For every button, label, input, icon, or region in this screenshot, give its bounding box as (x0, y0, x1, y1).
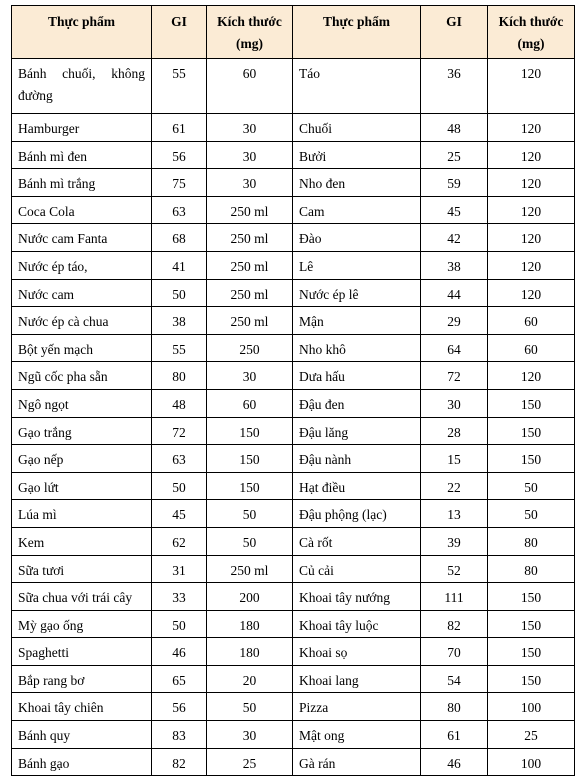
cell-food-right: Nho đen (293, 169, 421, 197)
cell-food-right: Đậu đen (293, 389, 421, 417)
header-gi-right: GI (421, 6, 488, 59)
table-row (12, 527, 575, 555)
cell-gi-right: 80 (421, 693, 488, 721)
cell-gi-right: 82 (421, 610, 488, 638)
cell-size-left: 250 ml (207, 279, 293, 307)
cell-gi-right: 45 (421, 196, 488, 224)
cell-size-left: 30 (207, 141, 293, 169)
cell-food-left: Gạo lứt (12, 472, 152, 500)
cell-size-left: 30 (207, 721, 293, 749)
cell-gi-right: 52 (421, 555, 488, 583)
cell-size-left: 250 ml (207, 251, 293, 279)
cell-size-right: 100 (488, 748, 575, 776)
cell-food-right: Cà rốt (293, 527, 421, 555)
cell-size-right: 50 (488, 500, 575, 528)
cell-gi-left: 33 (152, 583, 207, 611)
cell-food-left: Hamburger (12, 114, 152, 142)
cell-gi-right: 29 (421, 307, 488, 335)
cell-gi-right: 28 (421, 417, 488, 445)
cell-gi-right: 42 (421, 224, 488, 252)
cell-size-left: 250 ml (207, 196, 293, 224)
cell-food-left: Spaghetti (12, 638, 152, 666)
cell-size-right: 120 (488, 141, 575, 169)
cell-food-right: Đậu phộng (lạc) (293, 500, 421, 528)
cell-gi-left: 65 (152, 665, 207, 693)
header-size-right: Kích thước (mg) (488, 6, 575, 59)
cell-gi-right: 13 (421, 500, 488, 528)
cell-food-right: Khoai lang (293, 665, 421, 693)
table-row (12, 141, 575, 169)
table-row (12, 334, 575, 362)
table-row (12, 445, 575, 473)
cell-size-left: 200 (207, 583, 293, 611)
cell-size-left: 250 ml (207, 555, 293, 583)
cell-food-right: Đào (293, 224, 421, 252)
table-row (12, 362, 575, 390)
cell-gi-left: 38 (152, 307, 207, 335)
cell-size-left: 60 (207, 389, 293, 417)
cell-size-right: 120 (488, 279, 575, 307)
cell-food-left: Ngũ cốc pha sẵn (12, 362, 152, 390)
table-row (12, 721, 575, 749)
cell-size-right: 120 (488, 224, 575, 252)
cell-gi-left: 31 (152, 555, 207, 583)
cell-food-left: Gạo nếp (12, 445, 152, 473)
cell-size-right: 120 (488, 251, 575, 279)
cell-gi-left: 50 (152, 472, 207, 500)
cell-size-left: 150 (207, 417, 293, 445)
cell-food-right: Củ cải (293, 555, 421, 583)
cell-size-left: 50 (207, 500, 293, 528)
cell-food-left: Sữa tươi (12, 555, 152, 583)
cell-food-right: Hạt điều (293, 472, 421, 500)
cell-gi-left: 45 (152, 500, 207, 528)
cell-size-right: 120 (488, 59, 575, 114)
cell-gi-right: 39 (421, 527, 488, 555)
cell-size-right: 120 (488, 169, 575, 197)
cell-food-right: Đậu lăng (293, 417, 421, 445)
cell-gi-left: 50 (152, 279, 207, 307)
cell-gi-right: 25 (421, 141, 488, 169)
cell-size-left: 30 (207, 362, 293, 390)
cell-size-left: 30 (207, 114, 293, 142)
cell-gi-right: 64 (421, 334, 488, 362)
cell-size-right: 80 (488, 555, 575, 583)
cell-food-left: Nước ép táo, (12, 251, 152, 279)
cell-size-right: 60 (488, 334, 575, 362)
cell-size-left: 50 (207, 527, 293, 555)
cell-gi-right: 38 (421, 251, 488, 279)
header-size-left: Kích thước (mg) (207, 6, 293, 59)
cell-gi-left: 75 (152, 169, 207, 197)
cell-gi-right: 111 (421, 583, 488, 611)
cell-gi-right: 72 (421, 362, 488, 390)
header-row (12, 6, 575, 59)
cell-size-right: 150 (488, 665, 575, 693)
cell-gi-right: 22 (421, 472, 488, 500)
cell-gi-left: 80 (152, 362, 207, 390)
cell-size-left: 250 ml (207, 224, 293, 252)
cell-gi-right: 15 (421, 445, 488, 473)
cell-food-left: Bánh mì trắng (12, 169, 152, 197)
cell-size-right: 150 (488, 389, 575, 417)
cell-gi-left: 68 (152, 224, 207, 252)
cell-size-right: 80 (488, 527, 575, 555)
table-row (12, 665, 575, 693)
cell-gi-right: 30 (421, 389, 488, 417)
table-row (12, 555, 575, 583)
table-body (12, 59, 575, 776)
table-row (12, 693, 575, 721)
header-food-right: Thực phẩm (293, 6, 421, 59)
cell-food-right: Nho khô (293, 334, 421, 362)
table-row (12, 500, 575, 528)
cell-food-right: Đậu nành (293, 445, 421, 473)
cell-size-left: 180 (207, 638, 293, 666)
cell-gi-left: 61 (152, 114, 207, 142)
table-row (12, 169, 575, 197)
cell-size-left: 150 (207, 472, 293, 500)
header-food-left: Thực phẩm (12, 6, 152, 59)
cell-gi-left: 55 (152, 334, 207, 362)
cell-size-left: 150 (207, 445, 293, 473)
cell-size-right: 150 (488, 583, 575, 611)
cell-food-left: Ngô ngọt (12, 389, 152, 417)
cell-size-left: 250 (207, 334, 293, 362)
header-gi-left: GI (152, 6, 207, 59)
table-row (12, 472, 575, 500)
cell-food-left: Nước cam Fanta (12, 224, 152, 252)
cell-gi-right: 54 (421, 665, 488, 693)
cell-food-left: Bắp rang bơ (12, 665, 152, 693)
cell-gi-left: 63 (152, 445, 207, 473)
cell-food-right: Táo (293, 59, 421, 114)
cell-size-left: 25 (207, 748, 293, 776)
cell-size-right: 150 (488, 445, 575, 473)
cell-food-left: Coca Cola (12, 196, 152, 224)
cell-size-right: 120 (488, 114, 575, 142)
cell-food-left: Bánh chuối, không đường (12, 59, 152, 114)
cell-gi-left: 63 (152, 196, 207, 224)
cell-size-left: 250 ml (207, 307, 293, 335)
cell-gi-left: 72 (152, 417, 207, 445)
cell-size-right: 25 (488, 721, 575, 749)
table-row (12, 279, 575, 307)
cell-food-left: Bột yến mạch (12, 334, 152, 362)
cell-gi-left: 50 (152, 610, 207, 638)
cell-size-right: 100 (488, 693, 575, 721)
table-row (12, 748, 575, 776)
table-row (12, 307, 575, 335)
cell-gi-right: 48 (421, 114, 488, 142)
table-row (12, 251, 575, 279)
cell-gi-left: 56 (152, 141, 207, 169)
cell-food-left: Bánh quy (12, 721, 152, 749)
cell-food-left: Nước ép cà chua (12, 307, 152, 335)
cell-food-right: Khoai sọ (293, 638, 421, 666)
table-row (12, 610, 575, 638)
table-row (12, 114, 575, 142)
cell-gi-right: 70 (421, 638, 488, 666)
table-row (12, 196, 575, 224)
cell-size-left: 50 (207, 693, 293, 721)
cell-food-right: Lê (293, 251, 421, 279)
cell-size-right: 150 (488, 638, 575, 666)
table-row (12, 417, 575, 445)
cell-gi-left: 41 (152, 251, 207, 279)
cell-food-right: Gà rán (293, 748, 421, 776)
cell-food-left: Lúa mì (12, 500, 152, 528)
glycemic-index-table (11, 5, 575, 776)
cell-size-right: 60 (488, 307, 575, 335)
table-row (12, 59, 575, 114)
cell-food-right: Nước ép lê (293, 279, 421, 307)
gi-table-container (11, 5, 575, 776)
cell-food-left: Gạo trắng (12, 417, 152, 445)
cell-size-right: 150 (488, 610, 575, 638)
cell-food-right: Mật ong (293, 721, 421, 749)
cell-food-left: Kem (12, 527, 152, 555)
cell-food-right: Khoai tây nướng (293, 583, 421, 611)
cell-size-right: 120 (488, 362, 575, 390)
cell-gi-left: 56 (152, 693, 207, 721)
cell-gi-right: 44 (421, 279, 488, 307)
cell-food-left: Sữa chua với trái cây (12, 583, 152, 611)
cell-food-right: Chuối (293, 114, 421, 142)
cell-size-right: 150 (488, 417, 575, 445)
cell-size-right: 50 (488, 472, 575, 500)
cell-food-right: Cam (293, 196, 421, 224)
cell-size-left: 60 (207, 59, 293, 114)
table-row (12, 638, 575, 666)
cell-food-left: Khoai tây chiên (12, 693, 152, 721)
cell-size-left: 180 (207, 610, 293, 638)
cell-food-right: Dưa hấu (293, 362, 421, 390)
cell-gi-left: 83 (152, 721, 207, 749)
cell-gi-left: 55 (152, 59, 207, 114)
table-header (12, 6, 575, 59)
cell-food-right: Khoai tây luộc (293, 610, 421, 638)
cell-gi-left: 82 (152, 748, 207, 776)
cell-food-right: Bưởi (293, 141, 421, 169)
cell-food-left: Nước cam (12, 279, 152, 307)
table-row (12, 389, 575, 417)
cell-size-left: 20 (207, 665, 293, 693)
cell-food-right: Mận (293, 307, 421, 335)
cell-gi-right: 61 (421, 721, 488, 749)
cell-food-left: Bánh gạo (12, 748, 152, 776)
cell-gi-right: 46 (421, 748, 488, 776)
cell-gi-right: 36 (421, 59, 488, 114)
table-row (12, 583, 575, 611)
cell-food-left: Mỳ gạo ống (12, 610, 152, 638)
table-row (12, 224, 575, 252)
cell-size-right: 120 (488, 196, 575, 224)
cell-gi-right: 59 (421, 169, 488, 197)
cell-size-left: 30 (207, 169, 293, 197)
cell-gi-left: 62 (152, 527, 207, 555)
cell-gi-left: 48 (152, 389, 207, 417)
cell-food-left: Bánh mì đen (12, 141, 152, 169)
cell-gi-left: 46 (152, 638, 207, 666)
cell-food-right: Pizza (293, 693, 421, 721)
